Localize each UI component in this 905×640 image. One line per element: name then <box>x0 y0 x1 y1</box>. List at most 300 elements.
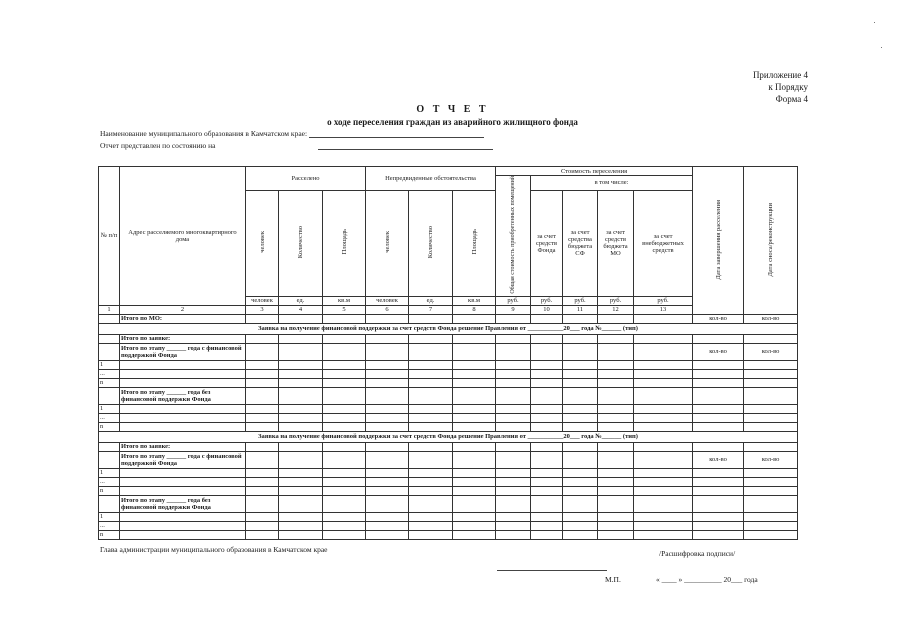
people-label-1: человек <box>258 231 266 254</box>
completion-date-header <box>693 167 744 315</box>
data-cell[interactable] <box>598 477 634 486</box>
data-cell[interactable] <box>246 378 279 387</box>
data-cell[interactable] <box>409 387 453 404</box>
data-cell[interactable] <box>246 404 279 413</box>
data-cell[interactable] <box>531 468 563 477</box>
data-cell[interactable] <box>531 369 563 378</box>
data-cell[interactable] <box>279 343 323 360</box>
data-cell[interactable] <box>563 387 598 404</box>
data-cell[interactable] <box>563 521 598 530</box>
col-number: 11 <box>563 305 598 314</box>
data-cell[interactable] <box>693 387 744 404</box>
data-cell[interactable] <box>453 530 496 539</box>
data-cell[interactable] <box>246 369 279 378</box>
address-cell[interactable] <box>120 530 246 539</box>
col-num-header: № п/п <box>99 167 120 306</box>
data-cell[interactable] <box>246 512 279 521</box>
data-cell[interactable] <box>598 369 634 378</box>
data-cell[interactable] <box>531 404 563 413</box>
data-cell[interactable] <box>563 530 598 539</box>
data-cell[interactable] <box>598 413 634 422</box>
data-cell[interactable] <box>531 512 563 521</box>
data-cell[interactable] <box>279 495 323 512</box>
data-cell[interactable] <box>563 378 598 387</box>
data-cell[interactable] <box>323 369 366 378</box>
data-cell[interactable] <box>496 512 531 521</box>
data-cell[interactable] <box>453 486 496 495</box>
data-cell[interactable] <box>453 334 496 343</box>
address-cell[interactable] <box>120 512 246 521</box>
data-cell[interactable] <box>598 442 634 451</box>
empty-cell <box>99 387 120 404</box>
data-cell[interactable] <box>634 334 693 343</box>
data-cell[interactable] <box>279 512 323 521</box>
quantity-header-1 <box>279 190 323 296</box>
data-cell[interactable] <box>531 477 563 486</box>
data-cell[interactable] <box>693 422 744 431</box>
data-cell[interactable] <box>744 422 798 431</box>
data-cell[interactable] <box>744 413 798 422</box>
data-cell[interactable] <box>496 413 531 422</box>
data-cell[interactable] <box>598 343 634 360</box>
data-cell[interactable] <box>744 387 798 404</box>
data-cell[interactable] <box>693 404 744 413</box>
data-cell[interactable] <box>563 451 598 468</box>
data-cell[interactable] <box>693 334 744 343</box>
data-cell[interactable] <box>563 442 598 451</box>
data-cell[interactable] <box>409 334 453 343</box>
data-cell[interactable] <box>531 451 563 468</box>
data-cell[interactable] <box>246 477 279 486</box>
data-cell[interactable] <box>366 422 409 431</box>
data-cell[interactable] <box>323 360 366 369</box>
data-cell[interactable] <box>323 413 366 422</box>
data-cell[interactable] <box>496 530 531 539</box>
data-cell[interactable] <box>279 404 323 413</box>
municipal-header: за счет средств бюджета МО <box>598 190 634 296</box>
data-cell[interactable] <box>366 404 409 413</box>
data-cell[interactable] <box>563 477 598 486</box>
data-cell[interactable] <box>409 314 453 323</box>
data-cell[interactable] <box>323 512 366 521</box>
data-cell[interactable] <box>634 495 693 512</box>
data-cell[interactable] <box>744 404 798 413</box>
data-cell[interactable] <box>693 360 744 369</box>
data-cell[interactable] <box>366 486 409 495</box>
data-cell[interactable] <box>744 360 798 369</box>
data-cell[interactable] <box>246 521 279 530</box>
data-cell[interactable] <box>279 477 323 486</box>
data-cell[interactable] <box>366 314 409 323</box>
data-cell[interactable] <box>246 442 279 451</box>
data-cell[interactable] <box>693 512 744 521</box>
data-cell[interactable] <box>496 477 531 486</box>
data-cell[interactable] <box>453 413 496 422</box>
data-cell[interactable] <box>634 387 693 404</box>
data-cell[interactable] <box>744 530 798 539</box>
data-cell[interactable] <box>563 495 598 512</box>
quantity-label-2: Количество <box>427 226 435 259</box>
data-cell[interactable] <box>496 468 531 477</box>
data-cell[interactable] <box>563 413 598 422</box>
data-cell[interactable] <box>598 468 634 477</box>
data-cell[interactable] <box>531 530 563 539</box>
data-cell[interactable] <box>366 369 409 378</box>
municipality-label: Наименование муниципального образования в Камчатском крае: <box>100 129 308 138</box>
data-cell[interactable] <box>744 495 798 512</box>
data-cell[interactable] <box>409 468 453 477</box>
data-cell[interactable] <box>366 378 409 387</box>
data-cell[interactable] <box>279 369 323 378</box>
data-cell[interactable] <box>744 369 798 378</box>
data-cell[interactable] <box>531 422 563 431</box>
table-row <box>99 477 798 486</box>
data-cell[interactable] <box>634 413 693 422</box>
date-field[interactable] <box>318 141 493 150</box>
address-cell[interactable] <box>120 486 246 495</box>
data-cell[interactable] <box>453 512 496 521</box>
data-cell[interactable] <box>409 378 453 387</box>
data-cell[interactable] <box>496 360 531 369</box>
data-cell[interactable] <box>453 477 496 486</box>
data-cell[interactable] <box>634 378 693 387</box>
data-cell[interactable] <box>744 468 798 477</box>
date-signature-line: « ____ » __________ 20___ года <box>656 575 758 584</box>
address-cell[interactable] <box>120 360 246 369</box>
data-cell[interactable] <box>496 442 531 451</box>
data-cell[interactable] <box>323 486 366 495</box>
data-cell[interactable] <box>453 369 496 378</box>
data-cell[interactable] <box>531 413 563 422</box>
data-cell[interactable] <box>496 451 531 468</box>
data-cell[interactable] <box>323 378 366 387</box>
data-cell[interactable] <box>409 404 453 413</box>
report-subtitle: о ходе переселения граждан из аварийного жилищного фонда <box>327 117 578 127</box>
data-cell[interactable] <box>598 530 634 539</box>
data-cell[interactable] <box>279 314 323 323</box>
data-cell[interactable] <box>323 521 366 530</box>
data-cell[interactable] <box>409 486 453 495</box>
data-cell[interactable] <box>531 442 563 451</box>
data-cell[interactable] <box>246 530 279 539</box>
data-cell[interactable] <box>496 314 531 323</box>
address-cell[interactable] <box>120 422 246 431</box>
data-cell[interactable] <box>246 334 279 343</box>
data-cell[interactable] <box>744 334 798 343</box>
data-cell[interactable] <box>496 369 531 378</box>
data-cell[interactable] <box>323 334 366 343</box>
data-cell[interactable] <box>453 521 496 530</box>
col-number: 4 <box>279 305 323 314</box>
data-cell[interactable] <box>744 486 798 495</box>
address-cell[interactable] <box>120 413 246 422</box>
data-cell[interactable] <box>598 486 634 495</box>
stage-without-label: Итого по этапу ______ года без финансовой поддержки Фонда <box>120 495 246 512</box>
data-cell[interactable] <box>634 314 693 323</box>
data-cell[interactable] <box>409 530 453 539</box>
data-cell[interactable] <box>279 486 323 495</box>
data-cell[interactable] <box>453 442 496 451</box>
data-cell[interactable] <box>366 387 409 404</box>
data-cell[interactable] <box>496 404 531 413</box>
data-cell[interactable] <box>693 378 744 387</box>
data-cell[interactable] <box>531 343 563 360</box>
data-cell[interactable] <box>563 369 598 378</box>
data-cell[interactable] <box>323 387 366 404</box>
data-cell[interactable] <box>409 521 453 530</box>
data-cell[interactable] <box>598 387 634 404</box>
data-cell[interactable] <box>744 378 798 387</box>
people-header-2 <box>366 190 409 296</box>
total-app-row <box>99 334 798 343</box>
quantity-label-1: Количество <box>297 226 304 259</box>
data-cell[interactable] <box>496 521 531 530</box>
signature-line[interactable] <box>497 570 607 571</box>
data-cell[interactable] <box>598 404 634 413</box>
data-cell[interactable] <box>279 378 323 387</box>
data-cell[interactable] <box>246 486 279 495</box>
data-cell[interactable] <box>531 378 563 387</box>
demolition-date-header <box>744 167 798 315</box>
data-cell[interactable] <box>246 468 279 477</box>
data-cell[interactable] <box>531 387 563 404</box>
data-cell[interactable] <box>279 521 323 530</box>
unit-cell: руб. <box>496 296 531 305</box>
data-cell[interactable] <box>634 404 693 413</box>
data-cell[interactable] <box>366 477 409 486</box>
address-cell[interactable] <box>120 468 246 477</box>
data-cell[interactable] <box>693 413 744 422</box>
data-cell[interactable] <box>366 512 409 521</box>
data-cell[interactable] <box>598 422 634 431</box>
data-cell[interactable] <box>531 495 563 512</box>
table-row <box>99 486 798 495</box>
data-cell[interactable] <box>744 521 798 530</box>
data-cell[interactable] <box>531 521 563 530</box>
extra-header: за счет внебюджетных средств <box>634 190 693 296</box>
data-cell[interactable] <box>496 334 531 343</box>
data-cell[interactable] <box>496 495 531 512</box>
empty-cell <box>99 314 120 323</box>
data-cell[interactable] <box>323 343 366 360</box>
data-cell[interactable] <box>563 486 598 495</box>
total-mo-row <box>99 314 798 323</box>
data-cell[interactable] <box>246 413 279 422</box>
data-cell[interactable] <box>496 486 531 495</box>
data-cell[interactable] <box>634 451 693 468</box>
data-cell[interactable] <box>409 495 453 512</box>
address-cell[interactable] <box>120 404 246 413</box>
data-cell[interactable] <box>531 334 563 343</box>
data-cell[interactable] <box>693 369 744 378</box>
scan-speck <box>874 22 875 23</box>
data-cell[interactable] <box>323 530 366 539</box>
data-cell[interactable] <box>693 521 744 530</box>
appendix-label: Приложение 4 <box>752 70 808 80</box>
data-cell[interactable] <box>366 468 409 477</box>
data-cell[interactable] <box>453 314 496 323</box>
data-cell[interactable] <box>693 495 744 512</box>
data-cell[interactable] <box>366 451 409 468</box>
data-cell[interactable] <box>279 334 323 343</box>
data-cell[interactable] <box>453 360 496 369</box>
total-cost-header <box>496 176 531 297</box>
data-cell[interactable] <box>279 360 323 369</box>
data-cell[interactable] <box>279 530 323 539</box>
data-cell[interactable] <box>409 343 453 360</box>
table-row <box>99 521 798 530</box>
data-cell[interactable] <box>366 442 409 451</box>
data-cell[interactable] <box>634 477 693 486</box>
data-cell[interactable] <box>246 360 279 369</box>
data-cell[interactable] <box>634 422 693 431</box>
data-cell[interactable] <box>693 468 744 477</box>
data-cell[interactable] <box>409 360 453 369</box>
data-cell[interactable] <box>279 451 323 468</box>
data-cell[interactable] <box>531 360 563 369</box>
data-cell[interactable] <box>531 314 563 323</box>
data-cell[interactable] <box>323 442 366 451</box>
address-cell[interactable] <box>120 378 246 387</box>
data-cell[interactable] <box>598 378 634 387</box>
data-cell[interactable] <box>246 495 279 512</box>
data-cell[interactable] <box>563 422 598 431</box>
data-cell[interactable] <box>496 387 531 404</box>
header-row-1 <box>99 167 798 176</box>
row-number: n <box>99 530 120 539</box>
data-cell[interactable] <box>409 422 453 431</box>
data-cell[interactable] <box>453 404 496 413</box>
data-cell[interactable] <box>598 360 634 369</box>
data-cell[interactable] <box>496 422 531 431</box>
data-cell[interactable] <box>598 451 634 468</box>
data-cell[interactable] <box>366 530 409 539</box>
data-cell[interactable] <box>409 477 453 486</box>
data-cell[interactable] <box>323 451 366 468</box>
data-cell[interactable] <box>496 378 531 387</box>
data-cell[interactable] <box>634 486 693 495</box>
data-cell[interactable] <box>634 530 693 539</box>
data-cell[interactable] <box>634 512 693 521</box>
data-cell[interactable] <box>366 343 409 360</box>
data-cell[interactable] <box>409 451 453 468</box>
data-cell[interactable] <box>598 521 634 530</box>
data-cell[interactable] <box>246 314 279 323</box>
data-cell[interactable] <box>744 442 798 451</box>
data-cell[interactable] <box>693 442 744 451</box>
data-cell[interactable] <box>246 451 279 468</box>
municipality-field[interactable] <box>309 129 484 138</box>
data-cell[interactable] <box>366 413 409 422</box>
data-cell[interactable] <box>744 477 798 486</box>
data-cell[interactable] <box>366 334 409 343</box>
total-app-label: Итого по заявке: <box>120 442 246 451</box>
data-cell[interactable] <box>323 404 366 413</box>
data-cell[interactable] <box>279 422 323 431</box>
data-cell[interactable] <box>279 468 323 477</box>
data-cell[interactable] <box>693 530 744 539</box>
data-cell[interactable] <box>453 451 496 468</box>
data-cell[interactable] <box>409 442 453 451</box>
unforeseen-header: Непредвиденные обстоятельства <box>366 167 496 191</box>
data-cell[interactable] <box>634 521 693 530</box>
address-cell[interactable] <box>120 369 246 378</box>
data-cell[interactable] <box>563 360 598 369</box>
data-cell[interactable] <box>563 512 598 521</box>
row-number: ... <box>99 413 120 422</box>
table-row <box>99 404 798 413</box>
data-cell[interactable] <box>563 334 598 343</box>
data-cell[interactable] <box>323 422 366 431</box>
data-cell[interactable] <box>246 343 279 360</box>
data-cell[interactable] <box>531 486 563 495</box>
kol-vo-cell: кол-во <box>744 314 798 323</box>
kol-vo-cell: кол-во <box>693 314 744 323</box>
data-cell[interactable] <box>279 387 323 404</box>
address-cell[interactable] <box>120 477 246 486</box>
data-cell[interactable] <box>279 442 323 451</box>
signature-decode: /Расшифровка подписи/ <box>659 549 736 558</box>
unit-cell: ед. <box>279 296 323 305</box>
data-cell[interactable] <box>453 378 496 387</box>
empty-cell <box>99 442 120 451</box>
data-cell[interactable] <box>323 468 366 477</box>
data-cell[interactable] <box>634 442 693 451</box>
unit-cell: человек <box>246 296 279 305</box>
data-cell[interactable] <box>323 495 366 512</box>
data-cell[interactable] <box>453 422 496 431</box>
table-row <box>99 512 798 521</box>
data-cell[interactable] <box>598 314 634 323</box>
data-cell[interactable] <box>598 512 634 521</box>
data-cell[interactable] <box>323 477 366 486</box>
data-cell[interactable] <box>246 387 279 404</box>
data-cell[interactable] <box>598 495 634 512</box>
data-cell[interactable] <box>634 343 693 360</box>
data-cell[interactable] <box>409 369 453 378</box>
municipality-line <box>100 129 484 138</box>
fund-header: за счет средств Фонда <box>531 190 563 296</box>
data-cell[interactable] <box>246 422 279 431</box>
data-cell[interactable] <box>634 468 693 477</box>
empty-cell <box>99 334 120 343</box>
data-cell[interactable] <box>598 334 634 343</box>
data-cell[interactable] <box>563 314 598 323</box>
data-cell[interactable] <box>693 486 744 495</box>
data-cell[interactable] <box>279 413 323 422</box>
data-cell[interactable] <box>634 369 693 378</box>
data-cell[interactable] <box>323 314 366 323</box>
data-cell[interactable] <box>409 413 453 422</box>
data-cell[interactable] <box>563 404 598 413</box>
data-cell[interactable] <box>409 512 453 521</box>
data-cell[interactable] <box>563 343 598 360</box>
data-cell[interactable] <box>563 468 598 477</box>
data-cell[interactable] <box>453 387 496 404</box>
data-cell[interactable] <box>366 495 409 512</box>
data-cell[interactable] <box>453 343 496 360</box>
data-cell[interactable] <box>366 521 409 530</box>
data-cell[interactable] <box>496 343 531 360</box>
data-cell[interactable] <box>366 360 409 369</box>
data-cell[interactable] <box>693 477 744 486</box>
data-cell[interactable] <box>453 495 496 512</box>
data-cell[interactable] <box>744 512 798 521</box>
address-cell[interactable] <box>120 521 246 530</box>
data-cell[interactable] <box>453 468 496 477</box>
empty-cell <box>99 495 120 512</box>
data-cell[interactable] <box>634 360 693 369</box>
